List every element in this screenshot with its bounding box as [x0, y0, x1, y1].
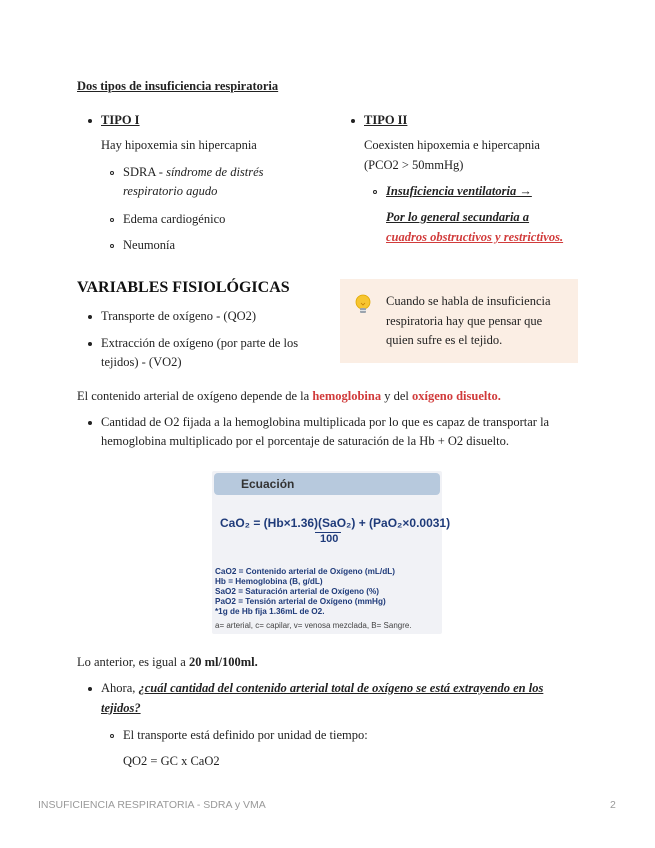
bullet [88, 687, 92, 691]
oxigeno-highlight: oxígeno disuelto. [412, 389, 501, 403]
callout-line2: respiratoria hay que pensar que [386, 314, 543, 328]
equation-legend5: *1g de Hb fija 1.36mL de O2. [215, 607, 325, 616]
tipo1-sub2: Edema cardiogénico [123, 212, 226, 226]
footer-page-number: 2 [610, 799, 616, 811]
footer-title: INSUFICIENCIA RESPIRATORIA - SDRA y VMA [38, 799, 266, 811]
tipo1-sub1-line1: SDRA - síndrome de distrés [123, 165, 264, 179]
tipo1-heading: TIPO I [101, 113, 140, 127]
equation-legend1: CaO2 = Contenido arterial de Oxígeno (mL/dL) [215, 567, 395, 576]
sub-bullet [110, 734, 114, 738]
lightbulb-icon [354, 294, 372, 316]
equation-denominator: 100 [320, 533, 339, 545]
equation-legend2: Hb = Hemoglobina (B, g/dL) [215, 577, 323, 586]
section-title: Dos tipos de insuficiencia respiratoria [77, 79, 279, 93]
equation-legend4: PaO2 = Tensión arterial de Oxígeno (mmHg) [215, 597, 386, 606]
anterior-paragraph: Lo anterior, es igual a 20 ml/100ml. [77, 655, 258, 669]
sub-bullet [110, 171, 114, 175]
sub-bullet [110, 218, 114, 222]
anterior-formula: QO2 = GC x CaO2 [123, 754, 220, 768]
anterior-bullet-line2: tejidos? [101, 701, 141, 715]
bullet [88, 119, 92, 123]
contenido-bullet-line1: Cantidad de O2 fijada a la hemoglobina multiplicada por lo que es capaz de transportar la [101, 415, 550, 429]
tipo2-sub1: Insuficiencia ventilatoria → [386, 184, 532, 198]
tip-callout [340, 279, 578, 363]
contenido-paragraph: El contenido arterial de oxígeno depende de la hemoglobina y del oxígeno disuelto. [77, 389, 501, 403]
bullet [88, 421, 92, 425]
bullet [351, 119, 355, 123]
sub-bullet [110, 244, 114, 248]
callout-line3: quien sufre es el tejido. [386, 333, 503, 347]
equation-header [214, 473, 440, 495]
equation-header-label: Ecuación [241, 477, 295, 491]
tipo1-desc: Hay hipoxemia sin hipercapnia [101, 138, 257, 152]
equation-image [212, 471, 451, 634]
variables-item2-line2: tejidos) - (VO2) [101, 355, 182, 369]
variables-title: VARIABLES FISIOLÓGICAS [77, 279, 290, 296]
sub-bullet [373, 190, 377, 194]
contenido-bullet-line2: hemoglobina multiplicado por el porcentaje de saturación de la Hb + O2 disuelto. [101, 434, 509, 448]
callout-line1: Cuando se habla de insuficiencia [386, 294, 551, 308]
equation-formula: CaO₂ = (Hb×1.36)(SaO₂) + (PaO₂×0.0031) [220, 516, 451, 530]
tipo2-sub2-line1: Por lo general secundaria a [386, 210, 530, 224]
bullet [88, 315, 92, 319]
anterior-sub1: El transporte está definido por unidad de tiempo: [123, 728, 368, 742]
tipo2-desc-line2: (PCO2 > 50mmHg) [364, 158, 464, 172]
hemoglobina-highlight: hemoglobina [312, 389, 382, 403]
equation-note: a= arterial, c= capilar, v= venosa mezclada, B= Sangre. [215, 621, 412, 630]
tipo2-desc-line1: Coexisten hipoxemia e hipercapnia [364, 138, 540, 152]
tipo1-sub3: Neumonía [123, 238, 176, 252]
equation-legend3: SaO2 = Saturación arterial de Oxígeno (%) [215, 587, 380, 596]
variables-item1: Transporte de oxígeno - (QO2) [101, 309, 257, 323]
anterior-bullet-line1: Ahora, ¿cuál cantidad del contenido arterial total de oxígeno se está extrayendo en los [101, 681, 544, 695]
tipo2-sub2-line2: cuadros obstructivos y restrictivos. [386, 230, 564, 244]
tipo1-sub1-line2: respiratorio agudo [123, 184, 218, 198]
tipo2-heading: TIPO II [364, 113, 408, 127]
variables-item2-line1: Extracción de oxígeno (por parte de los [101, 336, 299, 350]
bullet [88, 342, 92, 346]
